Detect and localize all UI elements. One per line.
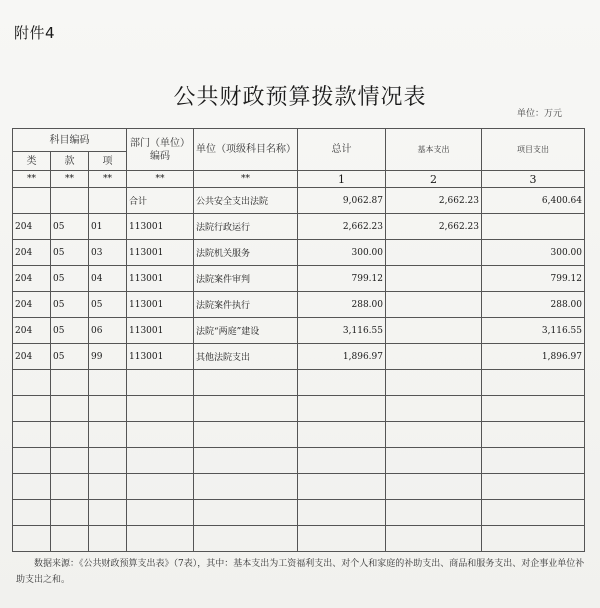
empty-cell [89, 448, 127, 474]
col-index-2: 2 [386, 171, 482, 188]
empty-cell [13, 500, 51, 526]
empty-row [13, 396, 585, 422]
empty-cell [386, 396, 482, 422]
empty-cell [194, 396, 298, 422]
empty-cell [89, 396, 127, 422]
empty-cell [89, 422, 127, 448]
empty-cell [298, 422, 386, 448]
ast-xiang: ** [89, 171, 127, 188]
cell-total: 288.00 [298, 292, 386, 318]
budget-table [12, 128, 585, 552]
empty-cell [127, 448, 194, 474]
cell-xiang: 05 [89, 292, 127, 318]
empty-cell [298, 448, 386, 474]
empty-row [13, 370, 585, 396]
empty-row [13, 422, 585, 448]
cell-lei: 204 [13, 266, 51, 292]
empty-cell [51, 370, 89, 396]
empty-cell [298, 474, 386, 500]
cell-total: 1,896.97 [298, 344, 386, 370]
empty-cell [482, 526, 585, 552]
unit-label: 单位：万元 [516, 109, 562, 119]
empty-cell [13, 396, 51, 422]
empty-cell [386, 422, 482, 448]
ast-dept: ** [127, 171, 194, 188]
cell-basic [386, 344, 482, 370]
cell-kuan [51, 188, 89, 214]
cell-xiang: 01 [89, 214, 127, 240]
table-row [13, 240, 585, 266]
cell-xiang: 03 [89, 240, 127, 266]
empty-cell [127, 526, 194, 552]
table-row [13, 214, 585, 240]
empty-row [13, 500, 585, 526]
header-row-1 [13, 129, 585, 152]
header-total: 总计 [298, 129, 386, 171]
cell-name: 法院案件审判 [194, 266, 298, 292]
cell-total: 300.00 [298, 240, 386, 266]
empty-cell [89, 526, 127, 552]
empty-row [13, 448, 585, 474]
cell-lei: 204 [13, 344, 51, 370]
empty-cell [51, 422, 89, 448]
cell-basic [386, 292, 482, 318]
empty-cell [89, 500, 127, 526]
cell-name: 法院案件执行 [194, 292, 298, 318]
cell-project [482, 214, 585, 240]
empty-cell [89, 474, 127, 500]
cell-dept: 113001 [127, 240, 194, 266]
cell-lei: 204 [13, 240, 51, 266]
cell-dept: 113001 [127, 344, 194, 370]
cell-project: 288.00 [482, 292, 585, 318]
cell-total: 799.12 [298, 266, 386, 292]
cell-kuan: 05 [51, 266, 89, 292]
empty-row [13, 526, 585, 552]
cell-name: 法院机关服务 [194, 240, 298, 266]
cell-xiang [89, 188, 127, 214]
cell-name: 法院行政运行 [194, 214, 298, 240]
empty-cell [51, 526, 89, 552]
cell-basic: 2,662.23 [386, 214, 482, 240]
attachment-label: 附件4 [14, 24, 56, 42]
empty-cell [51, 500, 89, 526]
empty-cell [482, 422, 585, 448]
cell-project: 1,896.97 [482, 344, 585, 370]
cell-kuan: 05 [51, 318, 89, 344]
empty-cell [13, 370, 51, 396]
empty-cell [482, 500, 585, 526]
cell-total: 3,116.55 [298, 318, 386, 344]
cell-total: 9,062.87 [298, 188, 386, 214]
col-index-3: 3 [482, 171, 585, 188]
empty-cell [194, 526, 298, 552]
cell-dept: 113001 [127, 318, 194, 344]
empty-cell [482, 396, 585, 422]
cell-dept: 113001 [127, 266, 194, 292]
cell-basic: 2,662.23 [386, 188, 482, 214]
col-index-1: 1 [298, 171, 386, 188]
ast-lei: ** [13, 171, 51, 188]
cell-name: 其他法院支出 [194, 344, 298, 370]
empty-cell [194, 500, 298, 526]
cell-lei: 204 [13, 214, 51, 240]
cell-kuan: 05 [51, 344, 89, 370]
empty-cell [194, 370, 298, 396]
empty-cell [51, 448, 89, 474]
cell-lei [13, 188, 51, 214]
cell-dept: 合计 [127, 188, 194, 214]
cell-basic [386, 266, 482, 292]
cell-name: 公共安全支出法院 [194, 188, 298, 214]
cell-lei: 204 [13, 318, 51, 344]
cell-xiang: 06 [89, 318, 127, 344]
cell-xiang: 99 [89, 344, 127, 370]
empty-cell [127, 396, 194, 422]
header-row-3 [13, 171, 585, 188]
cell-name: 法院“两庭”建设 [194, 318, 298, 344]
cell-project: 6,400.64 [482, 188, 585, 214]
cell-lei: 204 [13, 292, 51, 318]
empty-cell [13, 448, 51, 474]
empty-cell [194, 422, 298, 448]
empty-cell [298, 500, 386, 526]
empty-cell [482, 370, 585, 396]
header-basic: 基本支出 [386, 129, 482, 171]
cell-basic [386, 240, 482, 266]
empty-cell [298, 370, 386, 396]
cell-xiang: 04 [89, 266, 127, 292]
table-row [13, 318, 585, 344]
cell-total: 2,662.23 [298, 214, 386, 240]
header-dept-code: 部门（单位）编码 [127, 129, 194, 171]
empty-cell [13, 526, 51, 552]
cell-kuan: 05 [51, 240, 89, 266]
table-row [13, 188, 585, 214]
empty-cell [13, 474, 51, 500]
table-title: 公共财政预算拨款情况表 [173, 85, 427, 110]
empty-cell [127, 422, 194, 448]
cell-dept: 113001 [127, 214, 194, 240]
empty-cell [386, 526, 482, 552]
header-xiang: 项 [89, 152, 127, 171]
empty-cell [127, 474, 194, 500]
cell-dept: 113001 [127, 292, 194, 318]
header-kuan: 款 [51, 152, 89, 171]
table-row [13, 344, 585, 370]
empty-cell [51, 396, 89, 422]
cell-project: 300.00 [482, 240, 585, 266]
empty-cell [386, 370, 482, 396]
empty-cell [194, 474, 298, 500]
header-lei: 类 [13, 152, 51, 171]
empty-cell [298, 396, 386, 422]
empty-cell [13, 422, 51, 448]
empty-cell [89, 370, 127, 396]
empty-cell [194, 448, 298, 474]
header-unit-name: 单位（项级科目名称） [194, 129, 298, 171]
empty-cell [127, 370, 194, 396]
data-source-note: 数据来源：《公共财政预算支出表》（7表），其中：基本支出为工资福利支出、对个人和家庭的补助支出、商品和服务支出、对企事业单位补助支出之和。 [16, 559, 585, 585]
empty-cell [386, 448, 482, 474]
cell-project: 799.12 [482, 266, 585, 292]
cell-kuan: 05 [51, 214, 89, 240]
empty-cell [386, 474, 482, 500]
empty-cell [127, 500, 194, 526]
cell-kuan: 05 [51, 292, 89, 318]
empty-cell [51, 474, 89, 500]
empty-cell [482, 448, 585, 474]
cell-project: 3,116.55 [482, 318, 585, 344]
cell-basic [386, 318, 482, 344]
empty-row [13, 474, 585, 500]
table-row [13, 292, 585, 318]
ast-name: ** [194, 171, 298, 188]
empty-cell [482, 474, 585, 500]
table-row [13, 266, 585, 292]
empty-cell [386, 500, 482, 526]
empty-cell [298, 526, 386, 552]
ast-kuan: ** [51, 171, 89, 188]
header-subject-code: 科目编码 [13, 129, 127, 152]
header-project: 项目支出 [482, 129, 585, 171]
